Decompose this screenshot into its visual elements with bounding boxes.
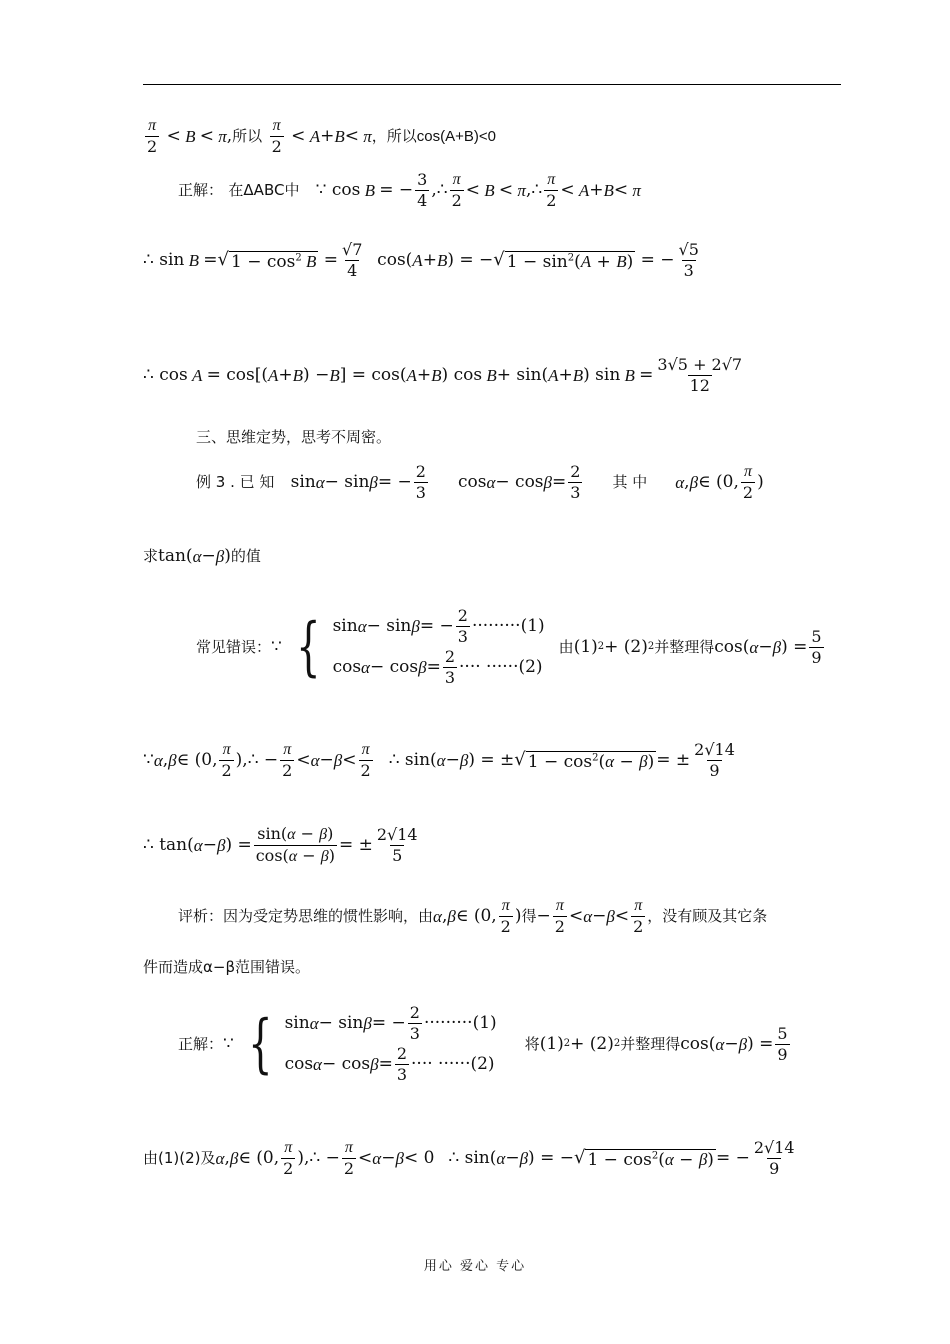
text-arrange: 并整理得 — [654, 637, 715, 656]
equation-system: { sin α − sin β = − $\frac{2}{3}$ ·········(1) cos α − cos β = $\frac{2}{3}$ ···· ······(2) — [295, 606, 545, 687]
frac-den: 5 — [392, 846, 403, 865]
formula-line-4: ∴ cos A = cos[( A + B ) − B ] = cos( A + B ) cos B + sin( A + B ) sin B = $\frac{3√5 + 2√7}{12}$ — [143, 355, 743, 395]
frac-den-3: 3 — [683, 261, 694, 280]
formula-line-3: ∴ sin B = √ $1 - \cos^2 B$ = $\frac{√7}{4}$ cos( A + B ) = − √ $1 - \sin^2(A + B)$ = − $\frac{√5}{3}$ — [143, 240, 699, 280]
analysis-paragraph: 评析：因为受定势思维的惯性影响，由 α , β ∈ (0, $\frac{\pi}{2}$ ) 得 − $\frac{\pi}{2}$ < α − β < $\frac{\pi}{2}$ ，没有顾及其它条 — [178, 897, 768, 936]
text-triangle: 在ΔABC中 — [228, 181, 300, 199]
frac-den: 9 — [709, 761, 720, 780]
text-so: 所以 — [232, 127, 263, 145]
frac-sqrt5: √5 — [678, 240, 699, 259]
analysis-paragraph-cont — [143, 960, 310, 975]
text-arrange-2: 并整理得 — [620, 1034, 681, 1053]
frac-den: 9 — [777, 1044, 788, 1064]
text-cos-neg: cos(A+B)<0 — [416, 128, 496, 145]
text-by: 由 — [558, 637, 574, 656]
label-correct-2: 正解： — [178, 1034, 224, 1053]
correct-solution-1: 正解： 在ΔABC中 ∵ cos B = − $\frac{3}{4}$ ,∴ $\frac{\pi}{2}$ < B < π ,∴ $\frac{\pi}{2}$ < A + B < π — [178, 170, 641, 210]
analysis-text-2: 得 — [521, 907, 537, 925]
label-correct: 正解： — [178, 181, 224, 199]
formula-last: 由(1)(2)及 α , β ∈ (0, $\frac{\pi}{2}$ ),∴ − $\frac{\pi}{2}$ < α − β < 0 ∴ sin( α − β ) = − √ $1 - \cos^2(\alpha - \beta)$ = − $\frac{2√14}{9}$ — [143, 1138, 795, 1178]
ask-post: 的值 — [230, 547, 261, 565]
frac-num: 2√14 — [376, 825, 418, 844]
text-will: 将 — [524, 1034, 540, 1053]
frac-num: 5 — [777, 1023, 788, 1043]
frac-num: 2√14 — [694, 740, 735, 759]
section-text: 三、思维定势，思考不周密。 — [196, 428, 392, 446]
equation-system-2: { sin α − sin β = − $\frac{2}{3}$ ·········(1) cos α − cos β = $\frac{2}{3}$ ···· ······(2) — [247, 1003, 497, 1084]
last-pre: 由(1)(2)及 — [143, 1149, 216, 1167]
result-num: 3√5 + 2√7 — [657, 355, 743, 374]
section-heading-3 — [196, 430, 391, 445]
result-den: 12 — [689, 376, 710, 395]
question-ask: 求 tan( α − β ) 的值 — [143, 546, 261, 566]
frac-num: 2√14 — [753, 1138, 795, 1157]
ask-pre: 求 — [143, 547, 159, 565]
frac-den: 9 — [811, 647, 822, 667]
correct-solution-2: 正解： ∵ { sin α − sin β = − $\frac{2}{3}$ ·········(1) cos α − cos β = $\frac{2}{3}$ ···· ······(2) 将 (1) 2 + (2) 2 并整理得 cos( α − β ) = $\frac{5}{9}$ — [178, 1003, 788, 1084]
formula-line-1: $\frac{\pi}{2}$ < B < π , 所以 $\frac{\pi}{2}$ < A + B < π ，所以 cos(A+B)<0 — [147, 117, 496, 156]
page-footer: 用心 爱心 专心 — [423, 1259, 527, 1274]
label-where: 其 中 — [612, 473, 648, 491]
frac-den-4: 4 — [347, 261, 358, 280]
label-example: 例 3 . 已 知 — [196, 473, 275, 491]
common-error: 常见错误： ∵ { sin α − sin β = − $\frac{2}{3}$ ·········(1) cos α − cos β = $\frac{2}{3}$ ···· ······(2) 由 (1) 2 + (2) 2 并整理得 cos( α − β ) = $\frac{5}{9}$ — [196, 606, 822, 687]
label-common-error: 常见错误： — [196, 637, 272, 656]
analysis-text-4: 件而造成α−β范围错误。 — [143, 958, 311, 976]
formula-alpha-range: ∵ α , β ∈ (0, $\frac{\pi}{2}$ ),∴ − $\frac{\pi}{2}$ < α − β < $\frac{\pi}{2}$ ∴ sin( α − β ) = ± √ $1 - \cos^2(\alpha - \beta)$ = ± $\frac{2√14}{9}$ — [143, 740, 735, 780]
header-rule — [143, 84, 841, 85]
formula-tan: ∴ tan( α − β ) = $\frac{\sin(\alpha - \beta)}{\cos(\alpha - \beta)}$ = ± $\frac{2√14}{5}$ — [143, 824, 418, 865]
frac-num: 5 — [811, 626, 822, 646]
frac-den: 9 — [769, 1159, 780, 1178]
example-3: 例 3 . 已 知 sin α − sin β = − $\frac{2}{3}$ cos α − cos β = $\frac{2}{3}$ 其 中 α , β ∈ (0, $\frac{\pi}{2}$ ) — [196, 462, 764, 502]
analysis-text-3: ，没有顾及其它条 — [647, 907, 768, 925]
analysis-text-1: 评析：因为受定势思维的惯性影响，由 — [178, 907, 434, 925]
frac-sqrt7: √7 — [342, 240, 363, 259]
text-so-2: ，所以 — [371, 127, 417, 145]
